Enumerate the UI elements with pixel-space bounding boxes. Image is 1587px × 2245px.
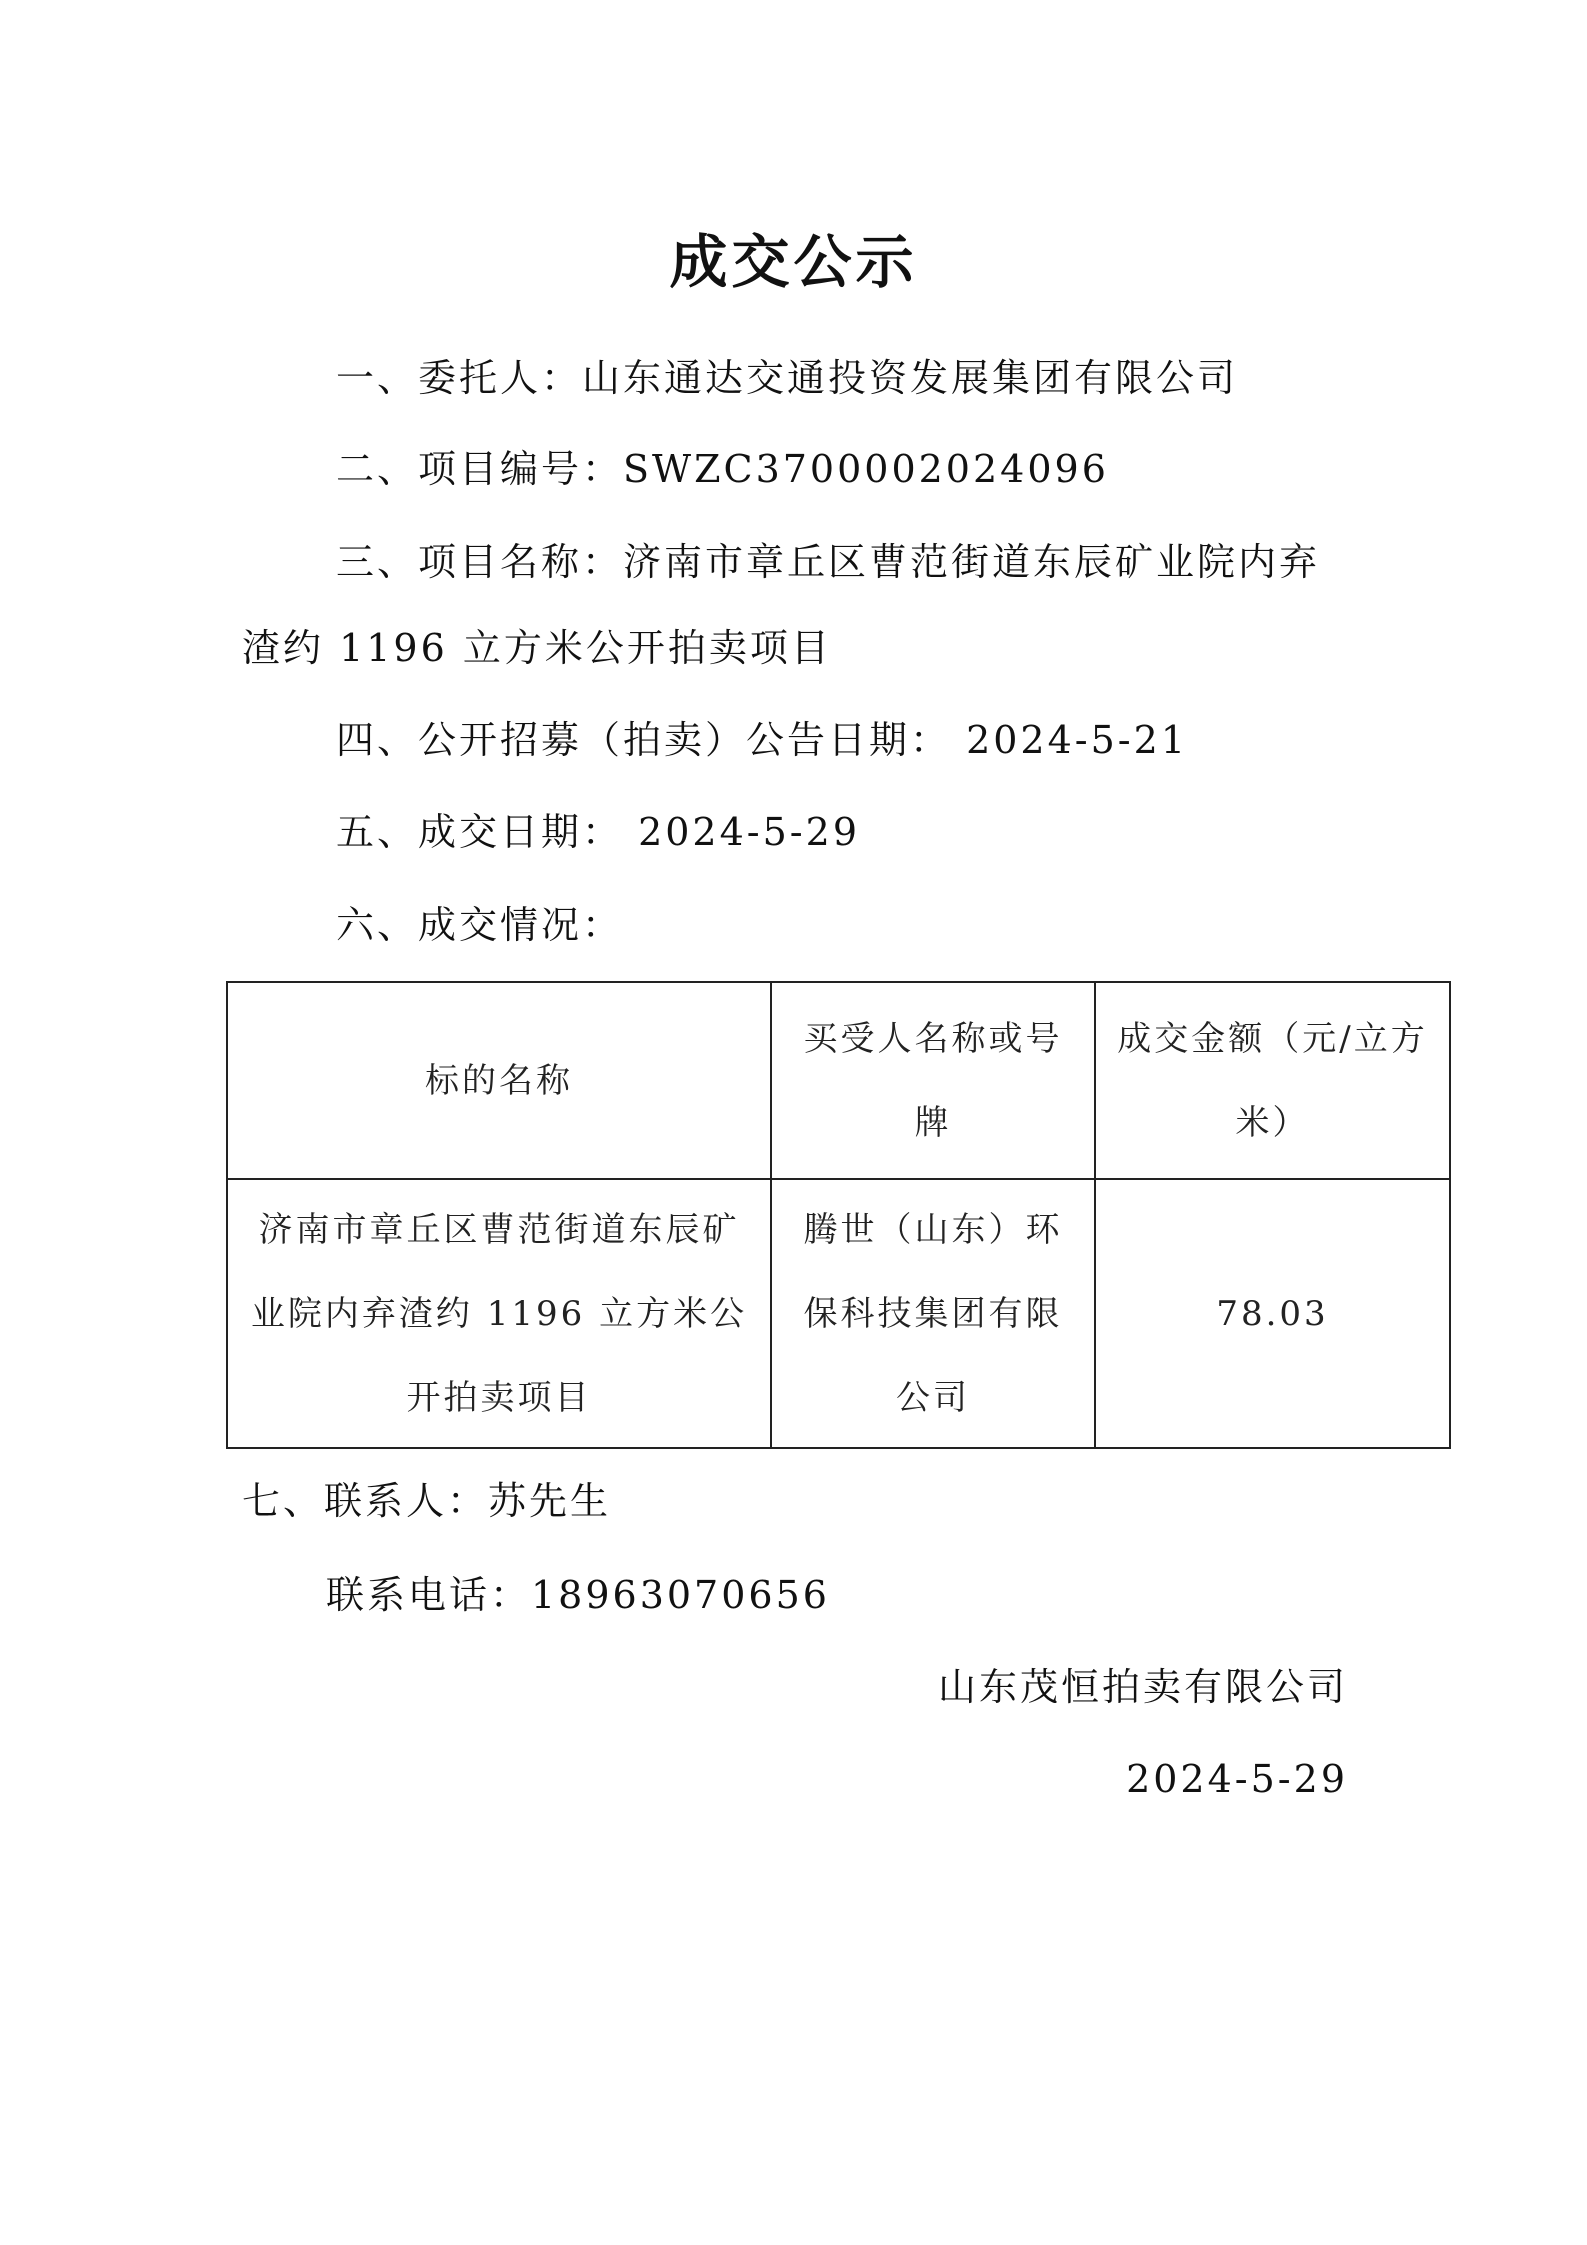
cell-amount-text: 78.03: [1216, 1293, 1329, 1334]
project-number-line: 二、项目编号：SWZC3700002024096: [336, 447, 1109, 491]
deal-status-heading: 六、成交情况：: [336, 903, 624, 947]
project-name-line-2: 渣约 1196 立方米公开拍卖项目: [242, 626, 832, 670]
header-amount-label: 成交金额（元/立方米）: [1117, 1018, 1428, 1143]
table-row: [227, 1179, 1450, 1448]
signature-company: 山东茂恒拍卖有限公司: [937, 1665, 1348, 1709]
contact-person-line: 七、联系人：苏先生: [242, 1479, 612, 1523]
header-subject-label: 标的名称: [425, 1060, 573, 1101]
signature-date: 2024-5-29: [1126, 1757, 1348, 1801]
header-amount: [1095, 982, 1450, 1179]
cell-subject-text: 济南市章丘区曹范街道东辰矿业院内弃渣约 1196 立方米公开拍卖项目: [250, 1209, 748, 1418]
cell-buyer-text: 腾世（山东）环保科技集团有限公司: [803, 1209, 1063, 1418]
cell-subject: [227, 1179, 771, 1448]
project-name-line-1: 三、项目名称：济南市章丘区曹范街道东辰矿业院内弃: [336, 540, 1321, 584]
deal-table: [226, 981, 1451, 1449]
announcement-date-line: 四、公开招募（拍卖）公告日期： 2024-5-21: [336, 718, 1188, 762]
header-buyer-label: 买受人名称或号牌: [803, 1018, 1063, 1143]
table-header-row: [227, 982, 1450, 1179]
cell-buyer: [771, 1179, 1095, 1448]
header-buyer: [771, 982, 1095, 1179]
cell-amount: [1095, 1179, 1450, 1448]
contact-phone-line: 联系电话：18963070656: [326, 1573, 830, 1617]
principal-line: 一、委托人：山东通达交通投资发展集团有限公司: [336, 356, 1239, 400]
deal-date-line: 五、成交日期： 2024-5-29: [336, 810, 860, 854]
header-subject: [227, 982, 771, 1179]
page-title: 成交公示: [669, 228, 918, 296]
